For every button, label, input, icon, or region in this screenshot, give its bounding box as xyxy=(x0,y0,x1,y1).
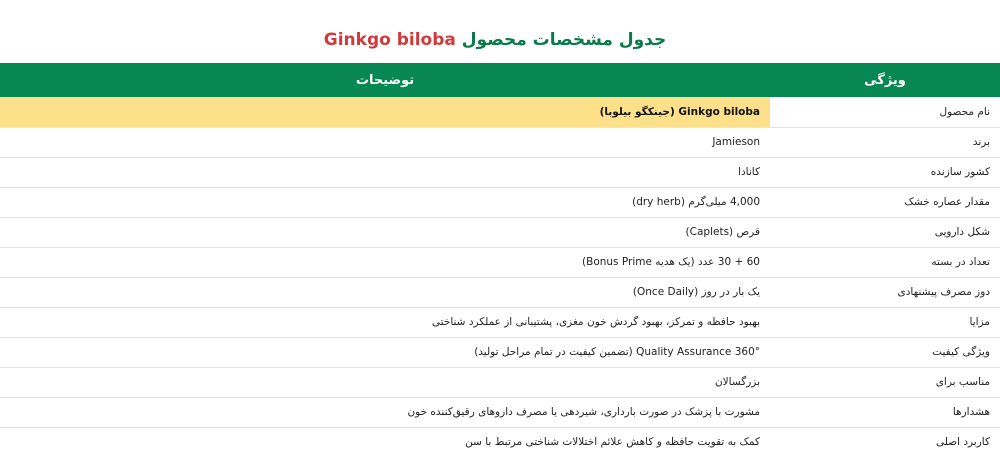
row-value: Ginkgo biloba (جینکگو بیلوبا) xyxy=(0,97,770,127)
row-value: یک بار در روز (Once Daily) xyxy=(0,277,770,307)
row-value: قرص (Caplets) xyxy=(0,217,770,247)
row-value: 60 + 30 عدد (یک هدیه Bonus Prime) xyxy=(0,247,770,277)
row-value: 4,000 میلی‌گرم (dry herb) xyxy=(0,187,770,217)
row-feature: برند xyxy=(770,127,1000,157)
table-row xyxy=(0,397,1000,427)
table-row xyxy=(0,187,1000,217)
spec-table xyxy=(0,63,1000,457)
row-value: Quality Assurance 360° (تضمین کیفیت در تمام مراحل تولید) xyxy=(0,337,770,367)
row-feature: تعداد در بسته xyxy=(770,247,1000,277)
row-value: بهبود حافظه و تمرکز، بهبود گردش خون مغزی، پشتیبانی از عملکرد شناختی xyxy=(0,307,770,337)
row-value: مشورت با پزشک در صورت بارداری، شیردهی یا مصرف داروهای رقیق‌کننده خون xyxy=(0,397,770,427)
row-feature: ویژگی کیفیت xyxy=(770,337,1000,367)
table-row xyxy=(0,307,1000,337)
table-row xyxy=(0,217,1000,247)
row-feature: مقدار عصاره خشک xyxy=(770,187,1000,217)
row-feature: نام محصول xyxy=(770,97,1000,127)
table-header-row xyxy=(0,63,1000,97)
table-row xyxy=(0,97,1000,127)
title-product-name: Ginkgo biloba xyxy=(323,30,456,50)
page-title xyxy=(0,27,990,53)
row-value: کانادا xyxy=(0,157,770,187)
header-description: توضیحات xyxy=(0,63,770,97)
row-value: کمک به تقویت حافظه و کاهش علائم اختلالات شناختی مرتبط با سن xyxy=(0,427,770,457)
header-feature: ویژگی xyxy=(770,63,1000,97)
title-main: جدول مشخصات محصول xyxy=(461,30,667,50)
table-row xyxy=(0,367,1000,397)
row-value: بزرگسالان xyxy=(0,367,770,397)
table-row xyxy=(0,157,1000,187)
row-feature: مناسب برای xyxy=(770,367,1000,397)
row-feature: هشدارها xyxy=(770,397,1000,427)
row-feature: شکل دارویی xyxy=(770,217,1000,247)
table-row xyxy=(0,427,1000,457)
row-feature: کاربرد اصلی xyxy=(770,427,1000,457)
table-row xyxy=(0,247,1000,277)
row-feature: کشور سازنده xyxy=(770,157,1000,187)
row-feature: مزایا xyxy=(770,307,1000,337)
row-value: Jamieson xyxy=(0,127,770,157)
row-feature: دوز مصرف پیشنهادی xyxy=(770,277,1000,307)
table-row xyxy=(0,337,1000,367)
table-row xyxy=(0,277,1000,307)
table-row xyxy=(0,127,1000,157)
